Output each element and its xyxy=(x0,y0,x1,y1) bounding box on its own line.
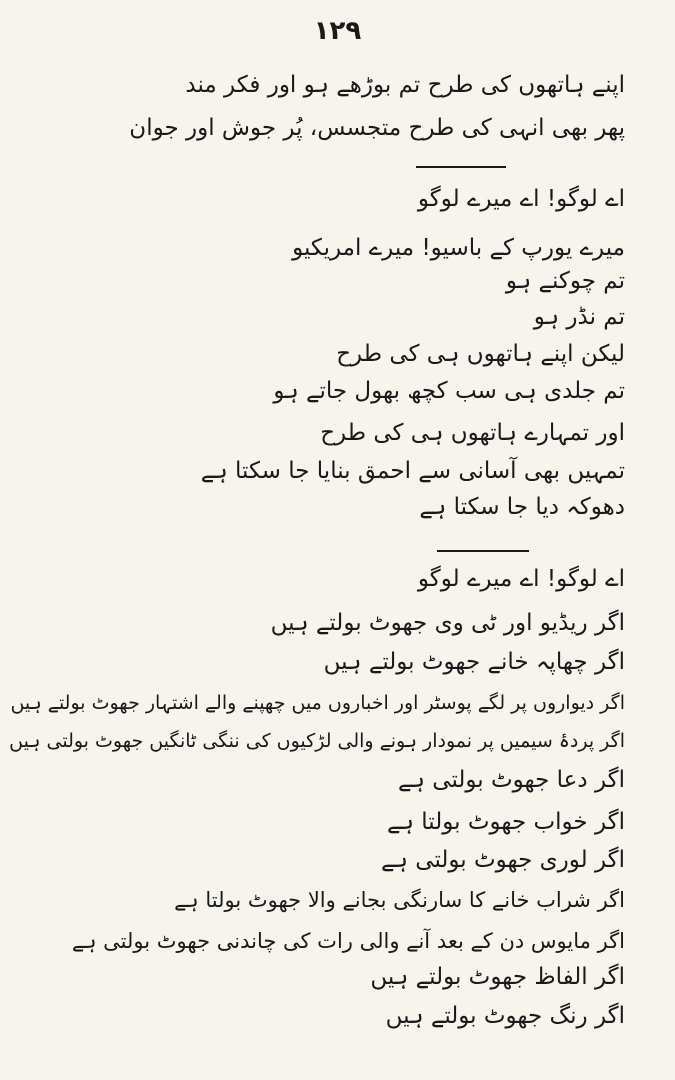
section-divider xyxy=(437,550,529,552)
poem-line: اگر لوری جھوٹ بولتی ہے xyxy=(381,847,625,873)
poem-line: لیکن اپنے ہاتھوں ہی کی طرح xyxy=(336,341,625,367)
poem-line: اگر ریڈیو اور ٹی وی جھوٹ بولتے ہیں xyxy=(270,610,625,636)
poem-line: اے لوگو! اے میرے لوگو xyxy=(417,186,625,212)
poem-line: اگر دعا جھوٹ بولتی ہے xyxy=(398,767,625,793)
poem-line: تم چوکنے ہو xyxy=(505,268,625,294)
poem-line: دھوکہ دیا جا سکتا ہے xyxy=(419,494,625,520)
poem-line: اگر دیواروں پر لگے پوسٹر اور اخباروں میں چھپنے والے اشتہار جھوٹ بولتے ہیں xyxy=(10,692,625,714)
poem-line: اے لوگو! اے میرے لوگو xyxy=(417,566,625,592)
poem-line: اگر خواب جھوٹ بولتا ہے xyxy=(387,809,625,835)
poem-line: پھر بھی انہی کی طرح متجسس، پُر جوش اور جوان xyxy=(129,115,625,141)
poem-line: تم نڈر ہو xyxy=(533,304,625,330)
page-number: ۱۲۹ xyxy=(313,16,362,46)
poem-line: تم جلدی ہی سب کچھ بھول جاتے ہو xyxy=(273,378,625,404)
poem-line: اگر شراب خانے کا سارنگی بجانے والا جھوٹ بولتا ہے xyxy=(174,888,625,912)
poem-line: تمہیں بھی آسانی سے احمق بنایا جا سکتا ہے xyxy=(200,458,625,484)
section-divider xyxy=(416,166,506,168)
poem-line: اور تمہارے ہاتھوں ہی کی طرح xyxy=(320,420,625,446)
poem-line: اگر رنگ جھوٹ بولتے ہیں xyxy=(385,1003,625,1029)
poem-line: اگر مایوس دن کے بعد آنے والی رات کی چاندنی جھوٹ بولتی ہے xyxy=(71,929,625,953)
poem-line: اگر الفاظ جھوٹ بولتے ہیں xyxy=(370,964,625,990)
poem-line: اگر پردۂ سیمیں پر نمودار ہونے والی لڑکیوں کی ننگی ٹانگیں جھوٹ بولتی ہیں xyxy=(9,730,625,752)
poem-line: اگر چھاپہ خانے جھوٹ بولتے ہیں xyxy=(323,649,625,675)
poem-line: اپنے ہاتھوں کی طرح تم بوڑھے ہو اور فکر مند xyxy=(185,72,625,98)
poem-line: میرے یورپ کے باسیو! میرے امریکیو xyxy=(292,235,625,261)
